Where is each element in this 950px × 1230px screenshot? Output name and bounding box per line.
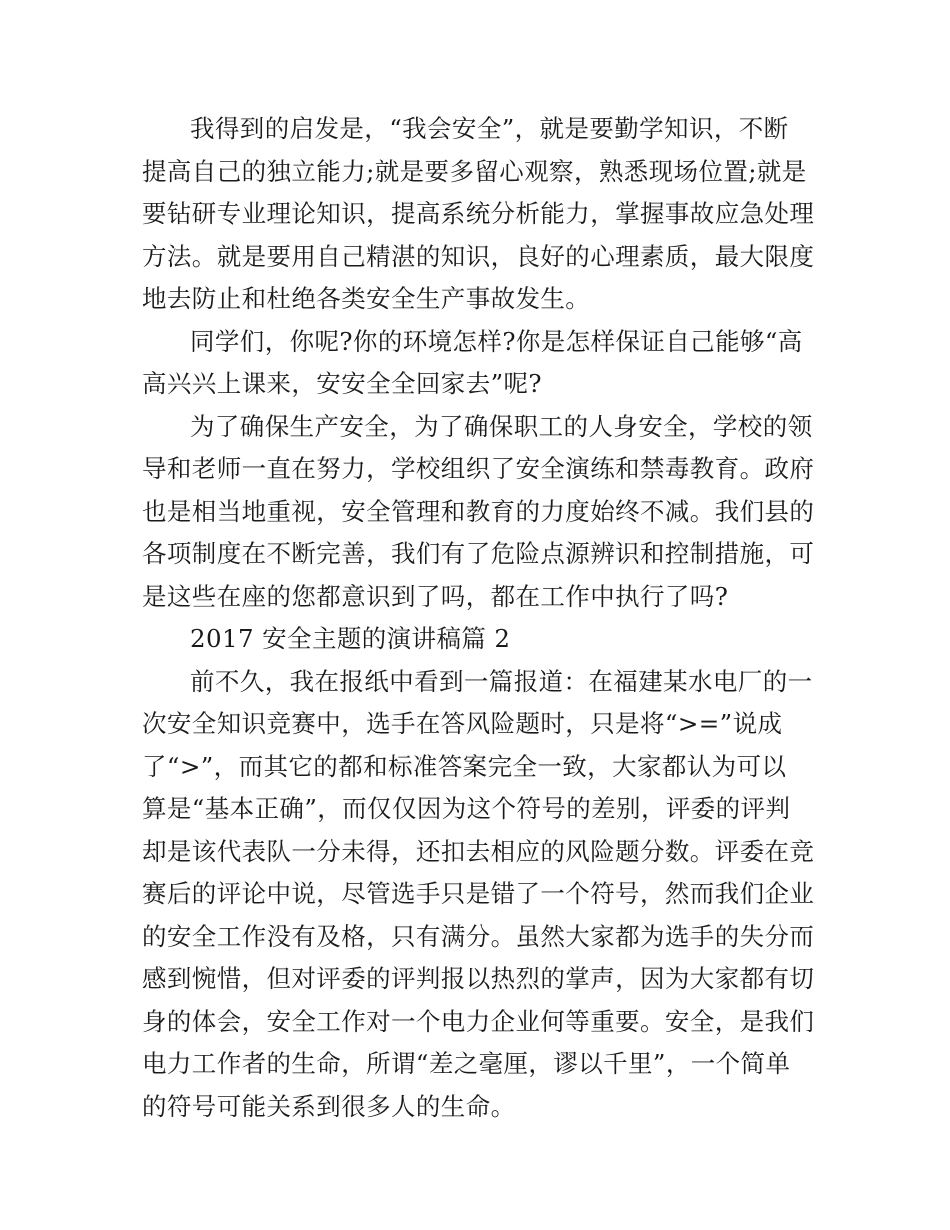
paragraph-4-line-10: 电力工作者的生命，所谓“差之毫厘，谬以千里”，一个简单 <box>142 1049 791 1078</box>
paragraph-1-line-4: 方法。就是要用自己精湛的知识，良好的心理素质，最大限度 <box>142 241 815 271</box>
paragraph-2-line-1: 同学们，你呢?你的环境怎样?你是怎样保证自己能够“高 <box>190 326 803 356</box>
paragraph-1-line-1: 我得到的启发是，“我会安全”，就是要勤学知识，不断 <box>190 114 789 143</box>
paragraph-3-line-1: 为了确保生产安全，为了确保职工的人身安全，学校的领 <box>190 411 813 441</box>
paragraph-4-line-11: 的符号可能关系到很多人的生命。 <box>142 1091 516 1121</box>
document-body <box>142 108 814 1128</box>
paragraph-3-line-4: 各项制度在不断完善，我们有了危险点源辨识和控制措施，可 <box>142 539 815 568</box>
paragraph-4-line-3: 了“>”，而其它的都和标准答案完全一致，大家都认为可以 <box>142 751 787 781</box>
paragraph-4-line-9: 身的体会，安全工作对一个电力企业何等重要。安全，是我们 <box>142 1006 815 1036</box>
paragraph-4-line-2: 次安全知识竞赛中，选手在答风险题时，只是将“>=”说成 <box>142 709 783 738</box>
paragraph-4-line-6: 赛后的评论中说，尽管选手只是错了一个符号，然而我们企业 <box>142 879 815 908</box>
paragraph-3-line-2: 导和老师一直在努力，学校组织了安全演练和禁毒教育。政府 <box>142 454 815 483</box>
section-heading: 2017 安全主题的演讲稿篇 2 <box>190 624 511 653</box>
paragraph-4-line-8: 感到惋惜，但对评委的评判报以热烈的掌声，因为大家都有切 <box>142 964 815 993</box>
paragraph-4-line-5: 却是该代表队一分未得，还扣去相应的风险题分数。评委在竞 <box>142 836 815 866</box>
paragraph-4-line-4: 算是“基本正确”，而仅仅因为这个符号的差别，评委的评判 <box>142 794 791 823</box>
paragraph-1-line-3: 要钻研专业理论知识，提高系统分析能力，掌握事故应急处理 <box>142 199 815 228</box>
paragraph-2-line-2: 高兴兴上课来，安安全全回家去”呢? <box>142 369 542 398</box>
paragraph-4-line-1: 前不久，我在报纸中看到一篇报道：在福建某水电厂的一 <box>190 666 813 696</box>
paragraph-1-line-5: 地去防止和杜绝各类安全生产事故发生。 <box>142 284 591 313</box>
paragraph-3-line-3: 也是相当地重视，安全管理和教育的力度始终不减。我们县的 <box>142 496 815 526</box>
paragraph-1-line-2: 提高自己的独立能力;就是要多留心观察，熟悉现场位置;就是 <box>142 156 807 186</box>
paragraph-4-line-7: 的安全工作没有及格，只有满分。虽然大家都为选手的失分而 <box>142 921 815 951</box>
paragraph-3-line-5: 是这些在座的您都意识到了吗，都在工作中执行了吗? <box>142 581 729 611</box>
